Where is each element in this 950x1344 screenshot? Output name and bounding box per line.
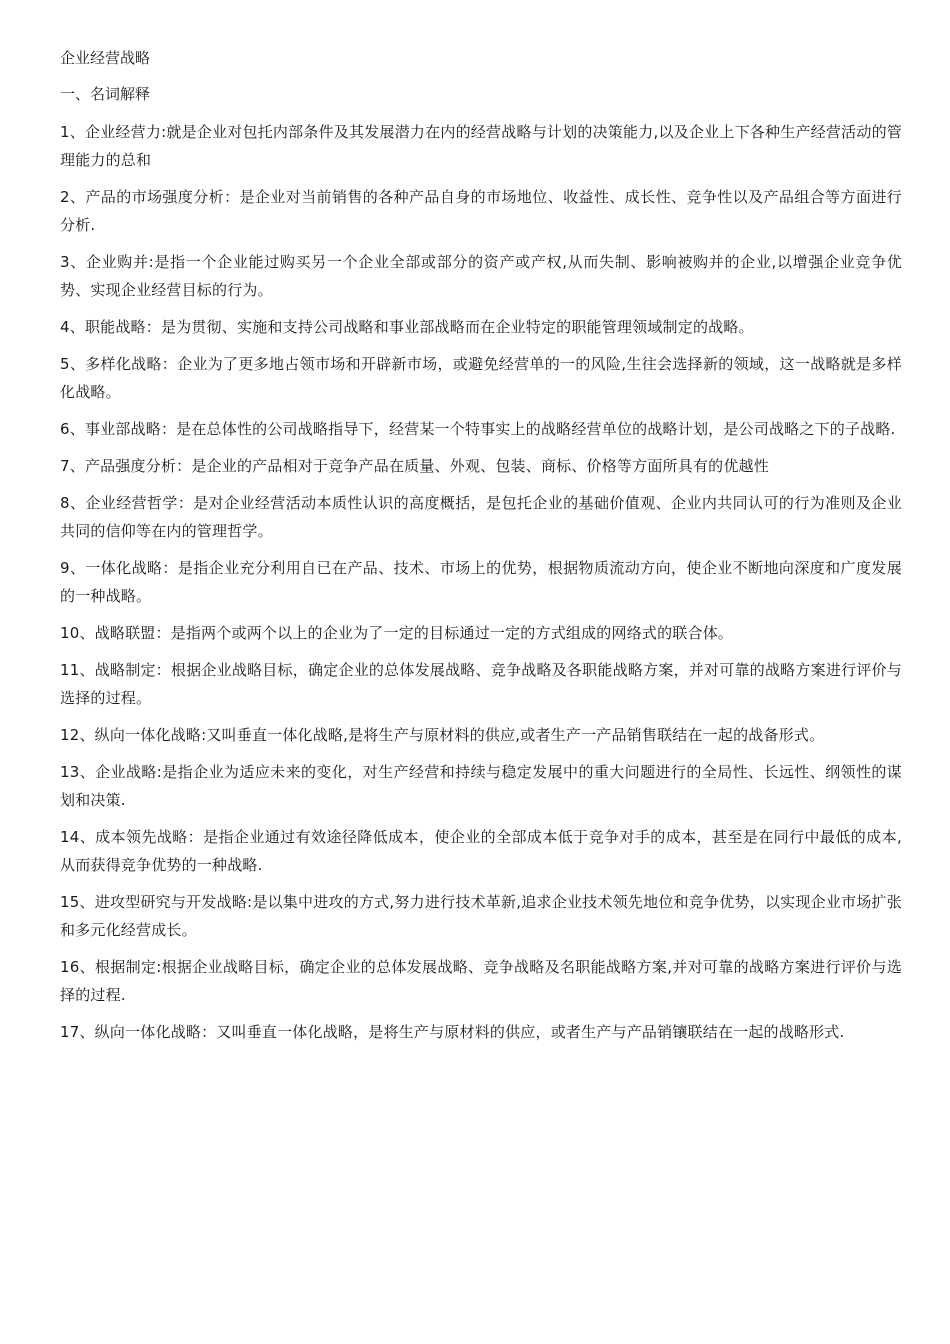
definition-entry: 3、企业购并:是指一个企业能过购买另一个企业全部或部分的资产或产权,从而失制、影响被购并的企业,以增强企业竞争优势、实现企业经营目标的行为。 <box>60 253 902 299</box>
definition-entry: 8、企业经营哲学：是对企业经营活动本质性认识的高度概括，是包托企业的基础价值观、企业内共同认可的行为准则及企业共同的信仰等在内的管理哲学。 <box>60 494 902 540</box>
definition-entry: 10、战略联盟：是指两个或两个以上的企业为了一定的目标通过一定的方式组成的网络式的联合体。 <box>60 624 734 642</box>
section-heading: 一、名词解释 <box>60 85 151 103</box>
definition-entry: 13、企业战略:是指企业为适应未来的变化，对生产经营和持续与稳定发展中的重大问题进行的全局性、长远性、纲领性的谋划和决策. <box>60 763 902 809</box>
definition-entry: 12、纵向一体化战略:又叫垂直一体化战略,是将生产与原材料的供应,或者生产一产品销售联结在一起的战备形式。 <box>60 726 825 744</box>
document-title: 企业经营战略 <box>60 49 151 67</box>
definition-entry: 1、企业经营力:就是企业对包托内部条件及其发展潜力在内的经营战略与计划的决策能力,以及企业上下各种生产经营活动的管理能力的总和 <box>60 123 902 169</box>
document-page <box>60 46 902 1055</box>
definition-entry: 6、事业部战略：是在总体性的公司战略指导下，经营某一个特事实上的战略经营单位的战略计划，是公司战略之下的子战略. <box>60 420 896 438</box>
definition-entry: 2、产品的市场强度分析：是企业对当前销售的各种产品自身的市场地位、收益性、成长性、竞争性以及产品组合等方面进行分析. <box>60 188 902 234</box>
definition-entry: 9、一体化战略：是指企业充分利用自已在产品、技术、市场上的优势，根据物质流动方向，使企业不断地向深度和广度发展的一种战略。 <box>60 559 902 605</box>
definition-entry: 7、产品强度分析：是企业的产品相对于竞争产品在质量、外观、包装、商标、价格等方面所具有的优越性 <box>60 457 769 475</box>
definition-entry: 14、成本领先战略：是指企业通过有效途径降低成本，使企业的全部成本低于竞争对手的成本，甚至是在同行中最低的成本,从而获得竞争优势的一种战略. <box>60 828 902 874</box>
definition-entry: 15、进攻型研究与开发战略:是以集中进攻的方式,努力进行技术革新,追求企业技术领先地位和竞争优势，以实现企业市场扩张和多元化经营成长。 <box>60 893 902 939</box>
definition-entry: 11、战略制定：根据企业战略目标，确定企业的总体发展战略、竞争战略及各职能战略方案，并对可靠的战略方案进行评价与选择的过程。 <box>60 661 902 707</box>
definition-entry: 17、纵向一体化战略：又叫垂直一体化战略，是将生产与原材料的供应，或者生产与产品销镶联结在一起的战略形式. <box>60 1023 845 1041</box>
definition-entry: 5、多样化战略：企业为了更多地占领市场和开辟新市场，或避免经营单的一的风险,生往会选择新的领域，这一战略就是多样化战略。 <box>60 355 902 401</box>
definition-entry: 4、职能战略：是为贯彻、实施和支持公司战略和事业部战略而在企业特定的职能管理领域制定的战略。 <box>60 318 754 336</box>
definition-entry: 16、根据制定:根据企业战略目标，确定企业的总体发展战略、竞争战略及名职能战略方案,并对可靠的战略方案进行评价与选择的过程. <box>60 958 902 1004</box>
